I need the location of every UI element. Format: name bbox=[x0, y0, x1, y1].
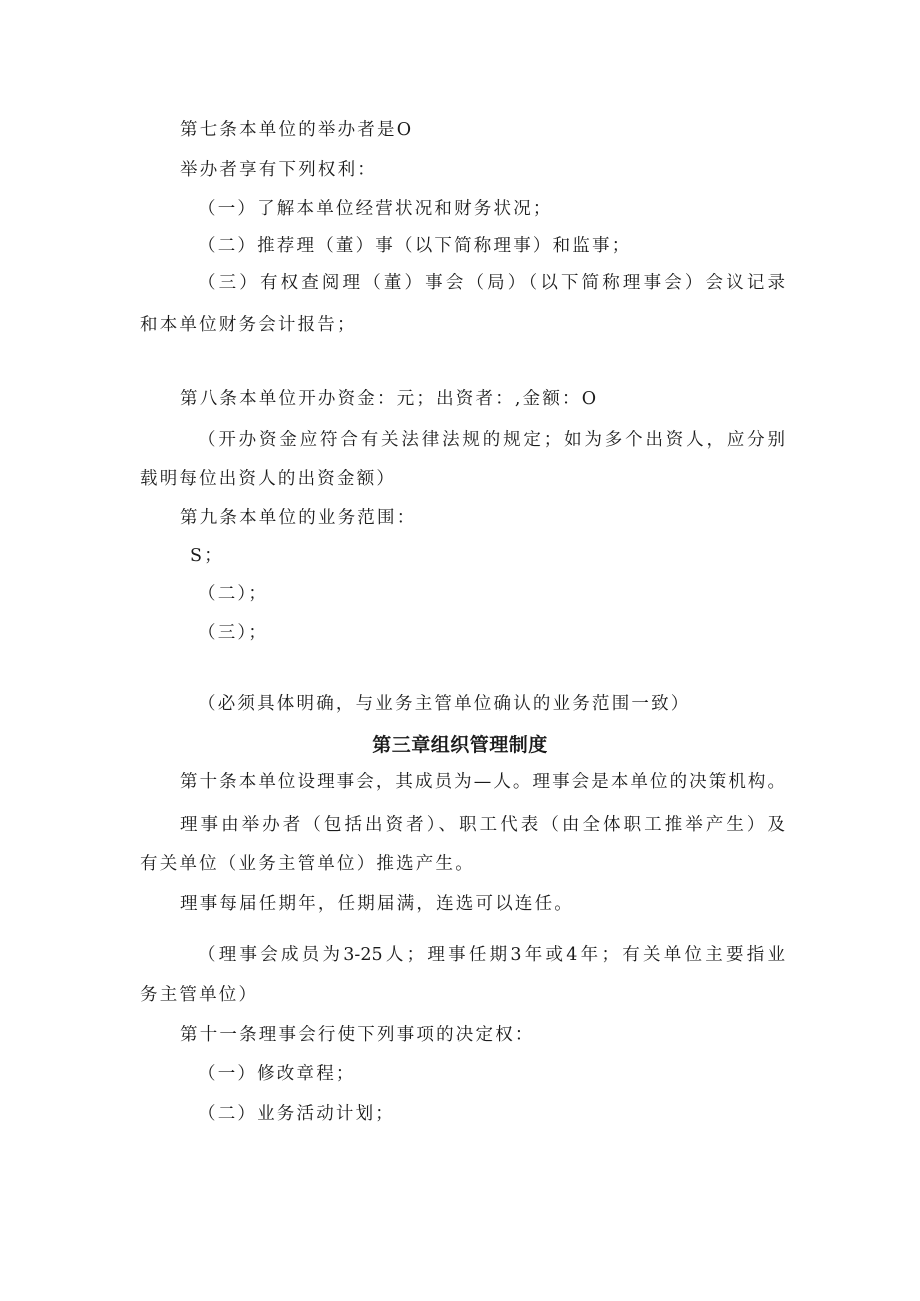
power-item-1: （一）修改章程； bbox=[198, 1064, 356, 1084]
article-10-note-line1: （理事会成员为3-25人；理事任期3年或4年；有关单位主要指业 bbox=[198, 945, 785, 965]
right-item-2: （二）推荐理（董）事（以下简称理事）和监事； bbox=[198, 236, 632, 256]
scope-item-2: （二）； bbox=[198, 584, 269, 604]
article-9-note: （必须具体明确，与业务主管单位确认的业务范围一致） bbox=[198, 694, 691, 714]
scope-item-1: S； bbox=[190, 546, 224, 566]
right-item-3-line2: 和本单位财务会计报告； bbox=[140, 315, 357, 335]
article-10-line4: 理事每届任期年，任期届满，连选可以连任。 bbox=[180, 894, 574, 914]
article-8-note-line1: （开办资金应符合有关法律法规的规定；如为多个出资人，应分别 bbox=[198, 430, 785, 450]
article-8: 第八条本单位开办资金：元；出资者：,金额：O bbox=[180, 389, 599, 409]
article-10-line1: 第十条本单位设理事会，其成员为—人。理事会是本单位的决策机构。 bbox=[180, 772, 785, 792]
article-8-note-line2: 载明每位出资人的出资金额） bbox=[140, 469, 397, 489]
article-10-note-line2: 务主管单位） bbox=[140, 985, 259, 1005]
chapter-3-heading: 第三章组织管理制度 bbox=[372, 734, 548, 756]
right-item-1: （一）了解本单位经营状况和财务状况； bbox=[198, 199, 553, 219]
right-item-3-line1: （三）有权查阅理（董）事会（局）（以下简称理事会）会议记录 bbox=[198, 273, 785, 293]
article-7: 第七条本单位的举办者是O bbox=[180, 120, 414, 140]
article-10-line3: 有关单位（业务主管单位）推选产生。 bbox=[140, 854, 475, 874]
article-10-line2: 理事由举办者（包括出资者）、职工代表（由全体职工推举产生）及 bbox=[180, 815, 785, 835]
article-11: 第十一条理事会行使下列事项的决定权： bbox=[180, 1025, 535, 1045]
scope-item-3: （三）； bbox=[198, 623, 269, 643]
rights-intro: 举办者享有下列权利： bbox=[180, 160, 377, 180]
power-item-2: （二）业务活动计划； bbox=[198, 1104, 395, 1124]
article-9: 第九条本单位的业务范围： bbox=[180, 508, 417, 528]
